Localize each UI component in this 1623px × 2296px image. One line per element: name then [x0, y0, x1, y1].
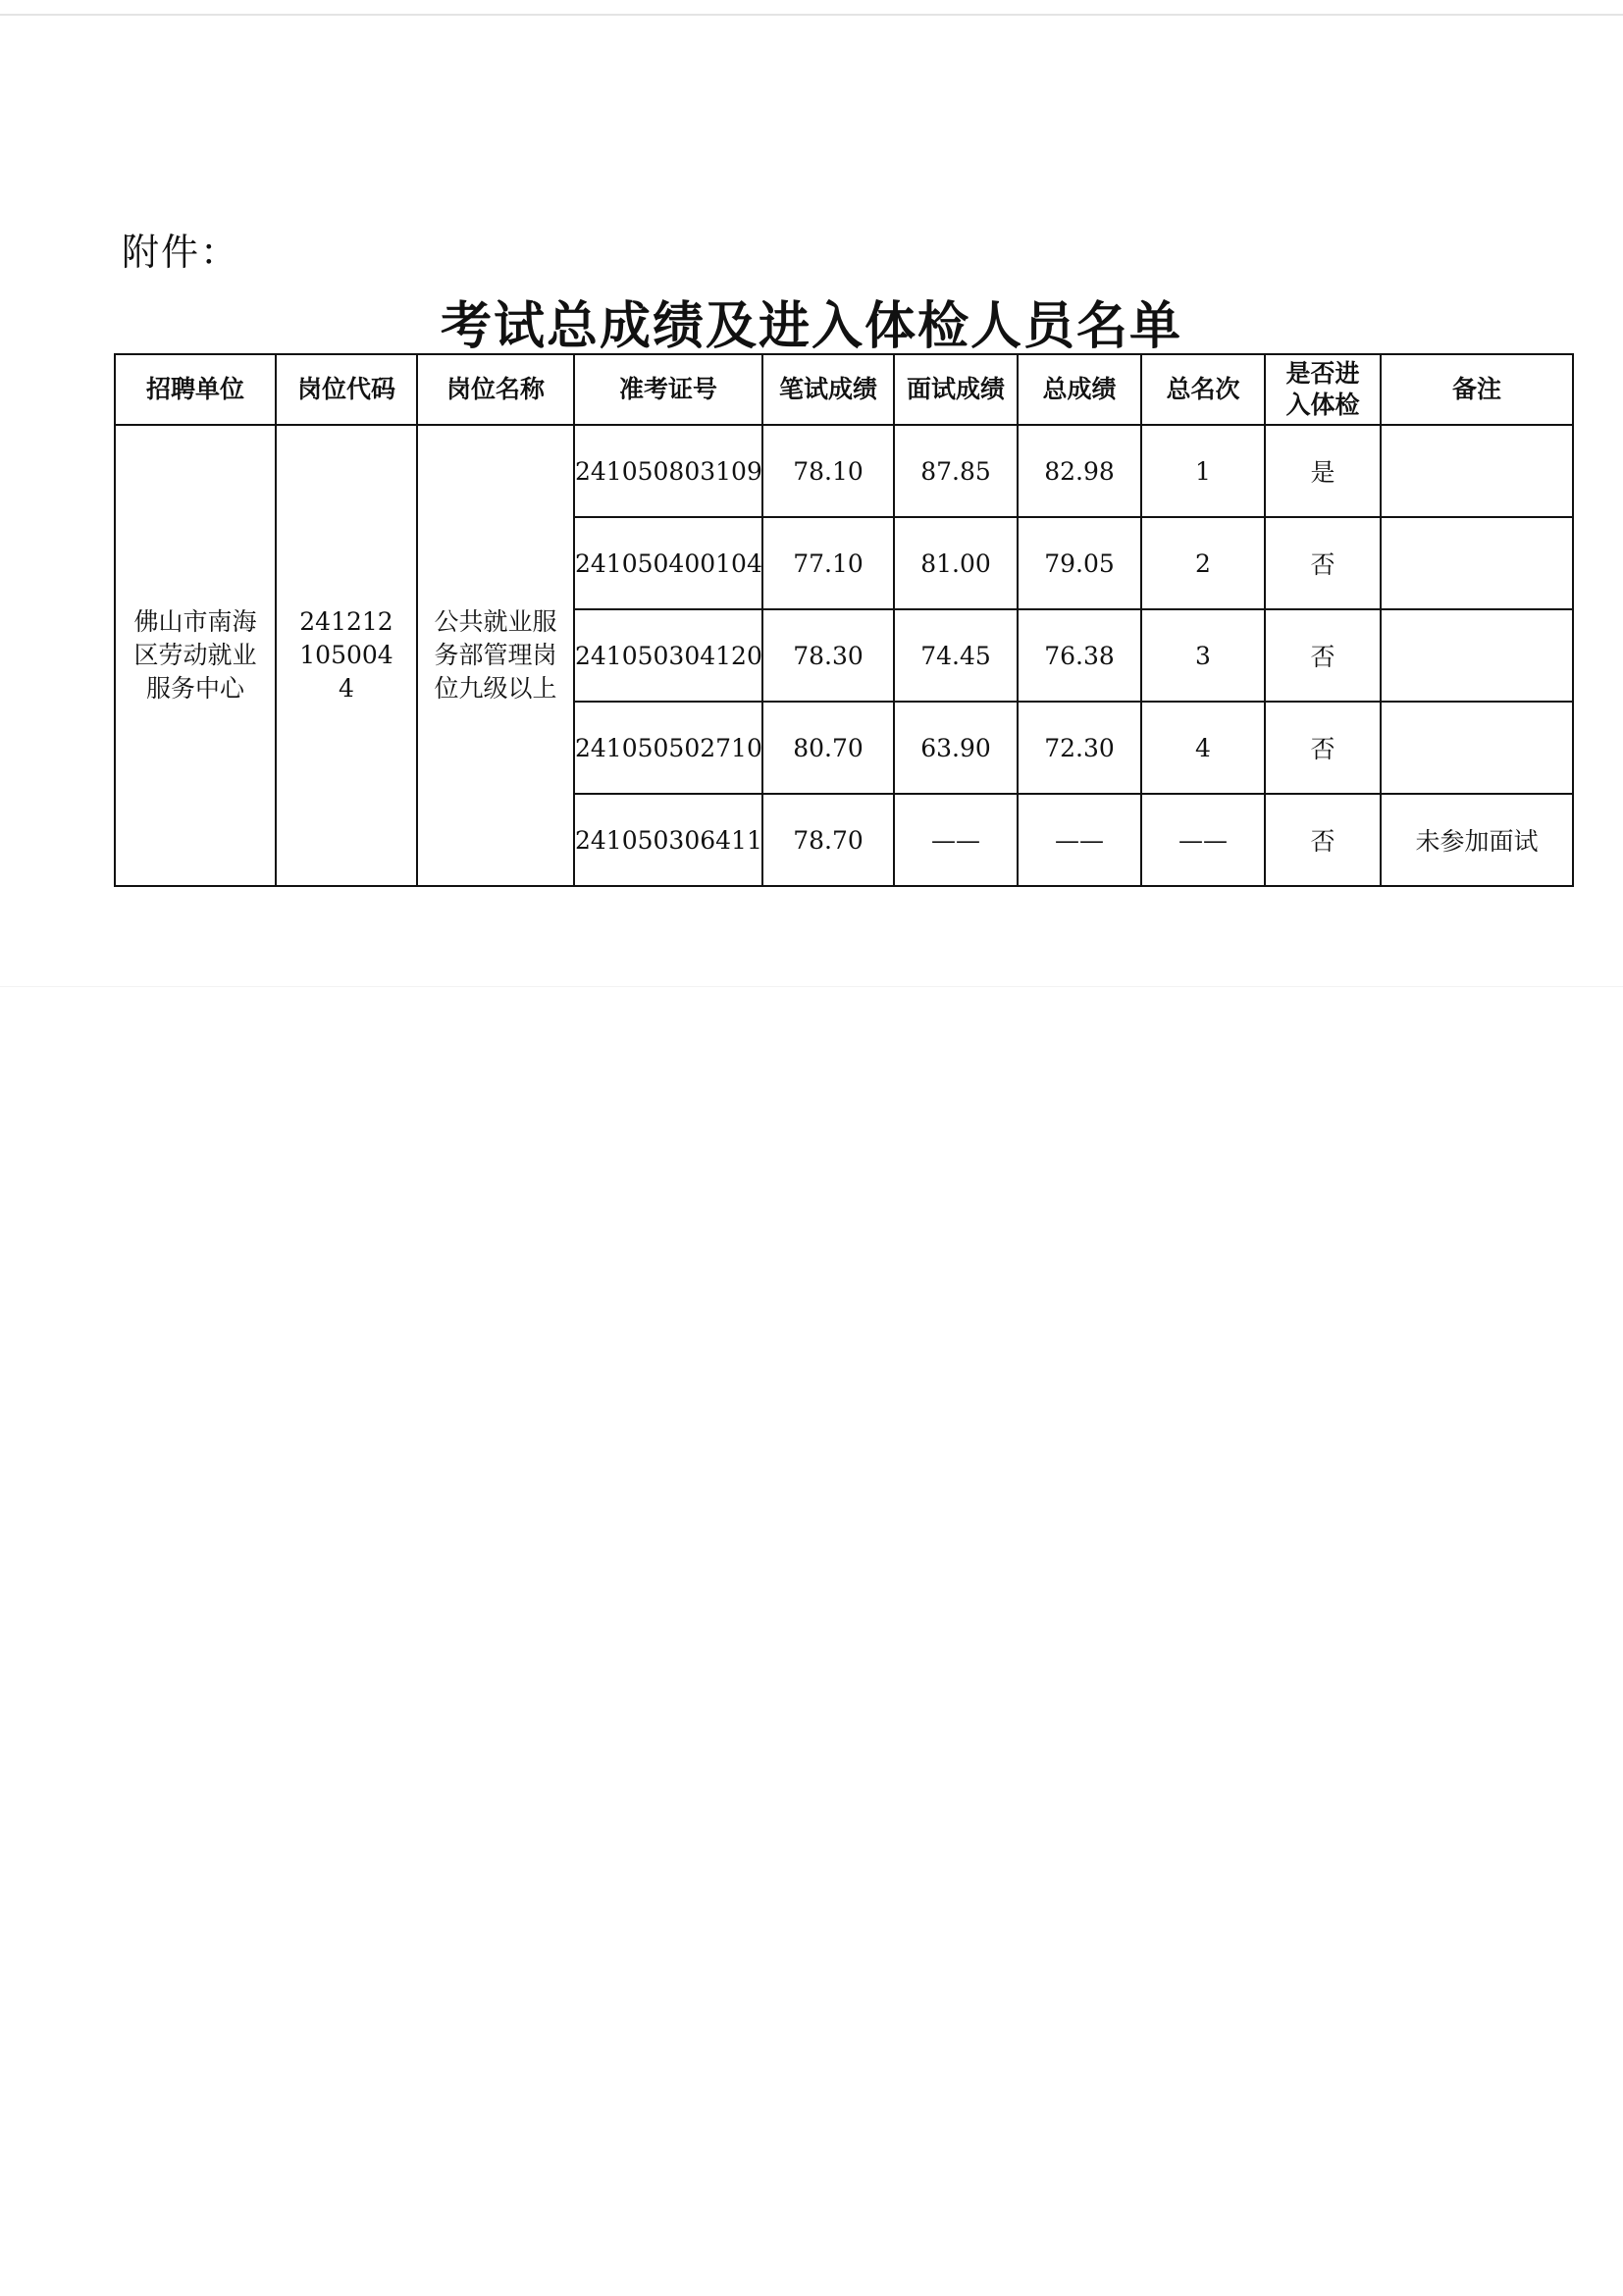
- cell-rank: 4: [1141, 702, 1265, 794]
- cell-remark: [1381, 517, 1573, 609]
- header-exam: [1265, 354, 1381, 425]
- attachment-label: 附件：: [122, 231, 240, 274]
- cell-total: 79.05: [1018, 517, 1141, 609]
- cell-written: 77.10: [762, 517, 894, 609]
- cell-written: 78.10: [762, 425, 894, 517]
- header-unit: 招聘单位: [115, 354, 276, 425]
- cell-written: 78.70: [762, 794, 894, 886]
- post-name-text: 公共就业服务部管理岗位九级以上: [434, 607, 557, 703]
- cell-interview: 63.90: [894, 702, 1018, 794]
- header-exam-label: 是否进入体检: [1285, 359, 1360, 419]
- cell-total: ——: [1018, 794, 1141, 886]
- post-code-text: 2412121050044: [299, 607, 393, 703]
- header-total: 总成绩: [1018, 354, 1141, 425]
- cell-ticket-no: 241050803109: [574, 425, 762, 517]
- cell-total: 76.38: [1018, 609, 1141, 702]
- cell-ticket-no: 241050306411: [574, 794, 762, 886]
- header-interview: 面试成绩: [894, 354, 1018, 425]
- cell-post-code: [276, 425, 417, 886]
- cell-exam: 否: [1265, 609, 1381, 702]
- header-rank: 总名次: [1141, 354, 1265, 425]
- cell-exam: 否: [1265, 794, 1381, 886]
- cell-exam: 否: [1265, 517, 1381, 609]
- scan-artifact-line: [0, 986, 1623, 987]
- cell-post-name: [417, 425, 574, 886]
- results-table: [114, 353, 1574, 887]
- cell-unit: [115, 425, 276, 886]
- unit-text: 佛山市南海区劳动就业服务中心: [133, 607, 257, 703]
- cell-rank: 2: [1141, 517, 1265, 609]
- cell-written: 78.30: [762, 609, 894, 702]
- cell-ticket-no: 241050400104: [574, 517, 762, 609]
- cell-ticket-no: 241050502710: [574, 702, 762, 794]
- cell-exam: 否: [1265, 702, 1381, 794]
- scan-edge-line: [0, 14, 1623, 16]
- cell-total: 82.98: [1018, 425, 1141, 517]
- header-ticket-no: 准考证号: [574, 354, 762, 425]
- header-written: 笔试成绩: [762, 354, 894, 425]
- cell-rank: 3: [1141, 609, 1265, 702]
- cell-remark: [1381, 425, 1573, 517]
- header-post-name: 岗位名称: [417, 354, 574, 425]
- cell-interview: ——: [894, 794, 1018, 886]
- cell-rank: ——: [1141, 794, 1265, 886]
- cell-interview: 74.45: [894, 609, 1018, 702]
- header-post-code: 岗位代码: [276, 354, 417, 425]
- cell-remark: [1381, 702, 1573, 794]
- cell-total: 72.30: [1018, 702, 1141, 794]
- cell-written: 80.70: [762, 702, 894, 794]
- table-row: [115, 425, 1573, 517]
- cell-remark: 未参加面试: [1381, 794, 1573, 886]
- header-remark: 备注: [1381, 354, 1573, 425]
- cell-remark: [1381, 609, 1573, 702]
- cell-exam: 是: [1265, 425, 1381, 517]
- header-row: [115, 354, 1573, 425]
- cell-interview: 87.85: [894, 425, 1018, 517]
- cell-rank: 1: [1141, 425, 1265, 517]
- cell-ticket-no: 241050304120: [574, 609, 762, 702]
- cell-interview: 81.00: [894, 517, 1018, 609]
- document-title: 考试总成绩及进入体检人员名单: [440, 296, 1182, 356]
